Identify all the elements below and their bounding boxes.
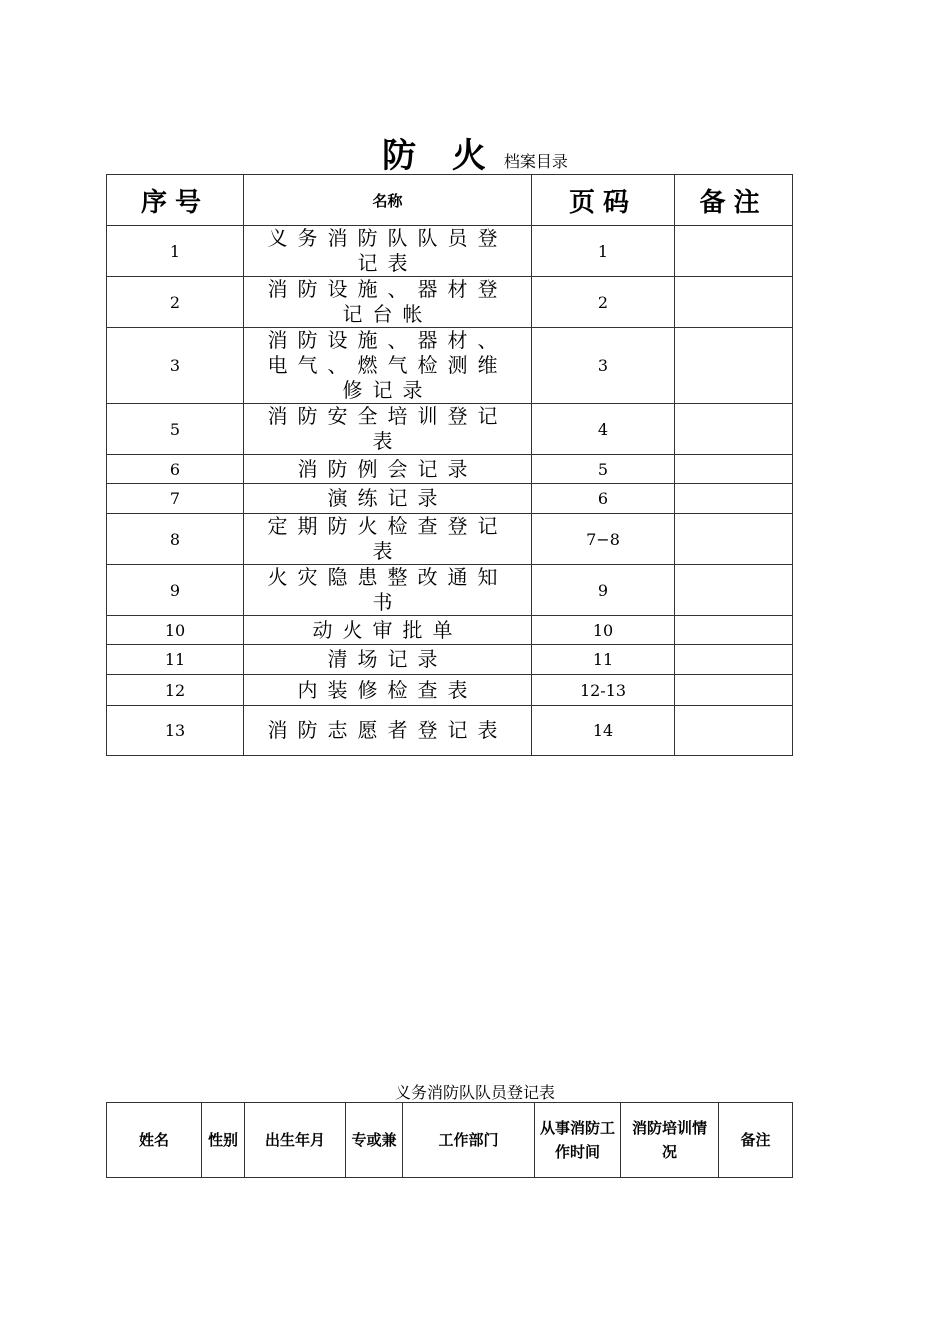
row-note: [675, 616, 793, 645]
row-name: 消防设施、器材登记台帐: [244, 277, 532, 328]
table-row: [107, 226, 793, 277]
row-seq: 5: [107, 404, 244, 455]
row-note: [675, 706, 793, 756]
row-page: 10: [532, 616, 675, 645]
title-main: 防 火: [382, 136, 498, 176]
row-name: 义务消防队队员登记表: [244, 226, 532, 277]
row-note: [675, 328, 793, 404]
table-row: [107, 565, 793, 616]
row-page: 7−8: [532, 514, 675, 565]
row-seq: 7: [107, 484, 244, 514]
row-seq: 8: [107, 514, 244, 565]
table-row: [107, 645, 793, 675]
row-note: [675, 514, 793, 565]
table-row: [107, 455, 793, 484]
archive-index-table: [106, 174, 793, 756]
header-name: 姓名: [107, 1103, 202, 1178]
row-page: 12-13: [532, 675, 675, 706]
row-name: 火灾隐患整改通知书: [244, 565, 532, 616]
row-seq: 3: [107, 328, 244, 404]
row-page: 9: [532, 565, 675, 616]
row-name: 内装修检查表: [244, 675, 532, 706]
row-page: 3: [532, 328, 675, 404]
row-name: 定期防火检查登记表: [244, 514, 532, 565]
row-note: [675, 484, 793, 514]
header-type: 专或兼: [346, 1103, 403, 1178]
table-row: [107, 514, 793, 565]
row-page: 1: [532, 226, 675, 277]
header-dept: 工作部门: [403, 1103, 535, 1178]
row-seq: 10: [107, 616, 244, 645]
row-seq: 1: [107, 226, 244, 277]
row-note: [675, 455, 793, 484]
header-seq: 序号: [107, 175, 244, 226]
header-note: 备注: [719, 1103, 793, 1178]
row-page: 14: [532, 706, 675, 756]
row-page: 2: [532, 277, 675, 328]
register-header-row: [107, 1103, 793, 1178]
table-row: [107, 616, 793, 645]
row-note: [675, 277, 793, 328]
table-header-row: [107, 175, 793, 226]
row-seq: 6: [107, 455, 244, 484]
row-name: 消防例会记录: [244, 455, 532, 484]
header-gender: 性别: [202, 1103, 245, 1178]
table-row: [107, 484, 793, 514]
table-row: [107, 328, 793, 404]
row-seq: 9: [107, 565, 244, 616]
header-birth: 出生年月: [245, 1103, 346, 1178]
row-page: 11: [532, 645, 675, 675]
row-note: [675, 565, 793, 616]
row-name: 动火审批单: [244, 616, 532, 645]
table-row: [107, 675, 793, 706]
row-seq: 13: [107, 706, 244, 756]
row-page: 6: [532, 484, 675, 514]
row-note: [675, 226, 793, 277]
row-name: 清场记录: [244, 645, 532, 675]
row-seq: 12: [107, 675, 244, 706]
row-name: 演练记录: [244, 484, 532, 514]
row-note: [675, 404, 793, 455]
row-note: [675, 645, 793, 675]
volunteer-register-table: [106, 1102, 793, 1178]
row-page: 4: [532, 404, 675, 455]
row-note: [675, 675, 793, 706]
header-name: 名称: [244, 175, 532, 226]
row-seq: 2: [107, 277, 244, 328]
header-training: 消防培训情况: [621, 1103, 719, 1178]
row-name: 消防安全培训登记表: [244, 404, 532, 455]
header-page: 页码: [532, 175, 675, 226]
table-row: [107, 706, 793, 756]
row-seq: 11: [107, 645, 244, 675]
header-note: 备注: [675, 175, 793, 226]
document-title: [0, 128, 950, 177]
register-title: 义务消防队队员登记表: [394, 1083, 555, 1102]
row-name: 消防志愿者登记表: [244, 706, 532, 756]
table-row: [107, 404, 793, 455]
title-sub: 档案目录: [503, 152, 568, 171]
header-duration: 从事消防工作时间: [535, 1103, 621, 1178]
table-row: [107, 277, 793, 328]
row-name: 消防设施、器材、电气、燃气检测维修记录: [244, 328, 532, 404]
row-page: 5: [532, 455, 675, 484]
